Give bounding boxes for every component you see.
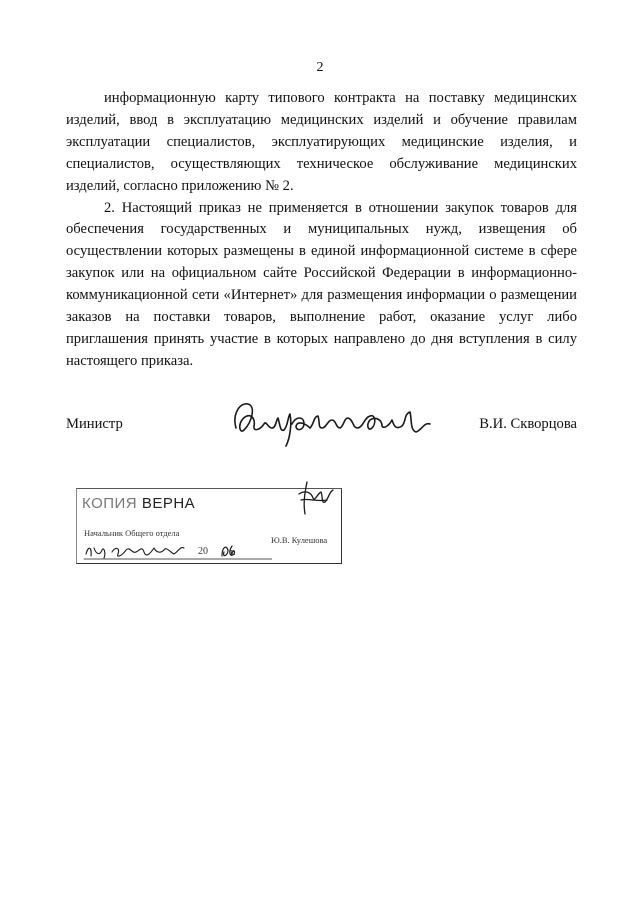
stamp-signature-icon [291,480,341,520]
stamp-position: Начальник Общего отдела [84,528,180,538]
signatory-name: В.И. Скворцова [479,416,577,432]
stamp-year-suffix: г. [230,547,236,558]
stamp-title-faded: КОПИЯ [82,495,138,512]
stamp-title-main: ВЕРНА [141,495,196,512]
minister-signature-icon [226,394,441,454]
paragraph-1: информационную карту типового контракта на поставку медицинских изделий, ввод в эксплуатацию медицинских изделий и обучение правилам эксплуатации специалистов, эксплуатирующих медицинские изделия, и специалистов, осуществляющих техническое обслуживание медицинских изделий, согласно приложению № 2. [66,90,577,194]
stamp-year-prefix: 20 [198,546,208,557]
stamp-initials: Ю.В. Кулешова [271,535,328,545]
handwritten-date-icon [82,540,272,562]
page-number: 2 [316,60,324,75]
stamp-date [82,540,272,562]
signatory-position: Министр [66,416,123,432]
paragraph-2: 2. Настоящий приказ не применяется в отношении закупок товаров для обеспечения государственных и муниципальных нужд, извещения об осуществлении которых размещены в единой информационной системе в сфере закупок или на официальном сайте Российской Федерации в информационно-коммуникационной сети «Интернет» для размещения информации о размещении заказов на поставки товаров, выполнение работ, оказание услуг либо приглашения принять участие в которых направлено до дня вступления в силу настоящего приказа. [66,199,577,369]
stamp-title [82,495,195,512]
document-body [66,88,577,373]
copy-certified-stamp [76,480,344,566]
signature-block [66,410,577,450]
